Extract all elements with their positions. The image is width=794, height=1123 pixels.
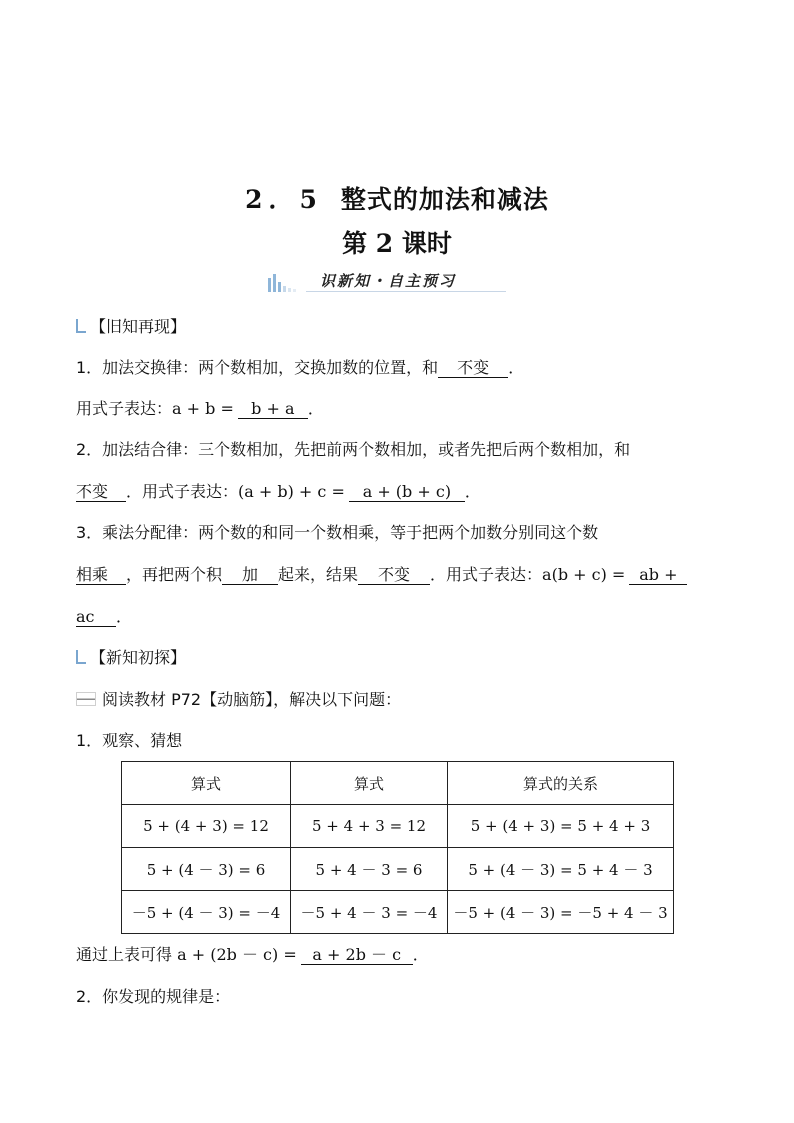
- task-marker-icon: [76, 692, 96, 706]
- table-header-row: [122, 762, 674, 805]
- table-cell: －5 + (4 － 3) = －5 + 4 － 3: [448, 891, 674, 934]
- table-cell: 5 + (4 + 3) = 12: [122, 805, 291, 848]
- page-title: [0, 180, 794, 216]
- item-distributive-line1: 3．乘法分配律：两个数的和同一个数相乘，等于把两个加数分别同这个数: [76, 523, 599, 542]
- table-row: [122, 848, 674, 891]
- section-number: 2．5: [245, 185, 323, 214]
- answer-blank: 不变: [76, 483, 126, 502]
- banner-text: 识新知・自主预习: [320, 272, 457, 290]
- table-cell: －5 + (4 － 3) = －4: [122, 891, 291, 934]
- table-cell: 5 + 4 － 3 = 6: [291, 848, 448, 891]
- item-distributive-line3: ac ．: [76, 607, 133, 626]
- observation-table: [121, 761, 674, 934]
- answer-blank: 不变: [438, 359, 508, 378]
- section-marker-icon: [76, 319, 86, 333]
- section-marker-icon: [76, 650, 86, 664]
- item-commutative: 1．加法交换律：两个数相加，交换加数的位置，和 不变 ．: [76, 358, 525, 377]
- answer-blank: b + a: [238, 400, 308, 419]
- table-cell: 5 + 4 + 3 = 12: [291, 805, 448, 848]
- preview-banner: [266, 268, 506, 294]
- answer-blank: a + (b + c): [349, 483, 465, 502]
- answer-blank: 相乘: [76, 566, 126, 585]
- table-header-cell: 算式: [122, 762, 291, 805]
- table-cell: －5 + 4 － 3 = －4: [291, 891, 448, 934]
- table-header-cell: 算式: [291, 762, 448, 805]
- item-associative-line1: 2．加法结合律：三个数相加，先把前两个数相加，或者先把后两个数相加，和: [76, 440, 631, 459]
- item-commutative-formula: 用式子表达：a + b = b + a ．: [76, 399, 324, 418]
- table-cell: 5 + (4 + 3) = 5 + 4 + 3: [448, 805, 674, 848]
- section-heading-old: 【旧知再现】: [76, 317, 186, 337]
- title-text: 整式的加法和减法: [340, 185, 549, 214]
- answer-blank: ab +: [629, 566, 687, 585]
- question-2: 2．你发现的规律是：: [76, 987, 231, 1006]
- table-cell: 5 + (4 － 3) = 6: [122, 848, 291, 891]
- answer-blank: 加: [222, 566, 278, 585]
- table-conclusion: 通过上表可得 a + (2b － c) = a + 2b － c ．: [76, 945, 429, 964]
- answer-blank: 不变: [358, 566, 430, 585]
- reading-intro: 阅读教材 P72【动脑筋】，解决以下问题：: [76, 690, 401, 710]
- lesson-subtitle: 第 2 课时: [342, 229, 452, 258]
- item-distributive-line2: 相乘 ，再把两个积 加 起来，结果 不变 ．用式子表达：a(b + c) = ab +: [76, 565, 687, 585]
- table-cell: 5 + (4 － 3) = 5 + 4 － 3: [448, 848, 674, 891]
- bar-decoration-icon: [266, 272, 326, 292]
- banner-underline: [306, 291, 506, 292]
- table-header-cell: 算式的关系: [448, 762, 674, 805]
- item-associative-line2: 不变 ．用式子表达：(a + b) + c = a + (b + c) ．: [76, 482, 481, 501]
- section-heading-new: 【新知初探】: [76, 648, 186, 668]
- table-row: [122, 891, 674, 934]
- answer-blank: ac: [76, 608, 116, 627]
- answer-blank: a + 2b － c: [301, 946, 413, 965]
- question-1: 1．观察、猜想: [76, 731, 183, 750]
- table-row: [122, 805, 674, 848]
